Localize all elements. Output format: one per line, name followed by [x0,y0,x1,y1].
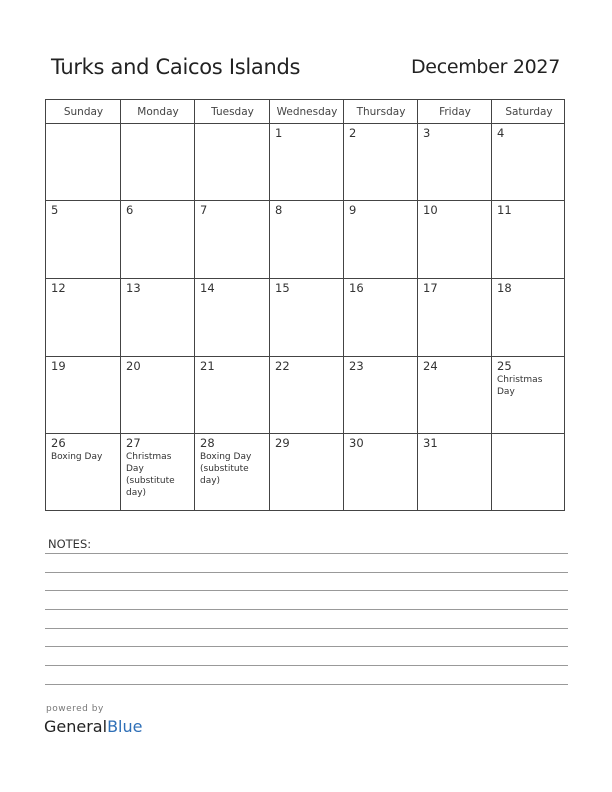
day-cell [195,201,270,279]
brand-blue: Blue [107,717,143,736]
day-number: 26 [51,436,66,450]
day-cell [344,357,418,434]
day-number: 9 [349,203,357,217]
country-title: Turks and Caicos Islands [51,55,301,79]
day-cell [418,124,492,201]
day-number: 29 [275,436,290,450]
day-cell [46,357,121,434]
day-number: 2 [349,126,357,140]
day-number: 4 [497,126,505,140]
day-number: 17 [423,281,438,295]
weekday-wednesday: Wednesday [276,106,338,118]
day-number: 7 [200,203,208,217]
day-number: 28 [200,436,215,450]
day-number: 12 [51,281,66,295]
day-number: 25 [497,359,512,373]
day-cell [492,124,566,201]
weekday-sunday: Sunday [63,106,104,118]
brand-logo [44,717,142,736]
day-number: 16 [349,281,364,295]
day-cell [46,434,121,512]
weekday-tuesday: Tuesday [211,106,254,118]
day-cell [121,357,195,434]
day-number: 8 [275,203,283,217]
day-cell [121,201,195,279]
day-cell [344,124,418,201]
day-number: 1 [275,126,283,140]
day-number: 6 [126,203,134,217]
day-number: 18 [497,281,512,295]
powered-by-label: powered by [46,704,104,714]
day-number: 31 [423,436,438,450]
day-cell [344,279,418,357]
day-cell [195,357,270,434]
notes-line [45,628,568,629]
notes-line [45,665,568,666]
day-cell [418,279,492,357]
day-cell [492,357,566,434]
day-number: 21 [200,359,215,373]
day-cell [492,201,566,279]
weekday-friday: Friday [439,106,471,118]
day-cell [121,434,195,512]
day-cell [195,434,270,512]
notes-label: NOTES: [48,537,92,551]
weekday-monday: Monday [137,106,179,118]
day-number: 13 [126,281,141,295]
day-cell [46,279,121,357]
notes-line [45,553,568,554]
day-number: 14 [200,281,215,295]
day-cell [195,279,270,357]
day-cell [270,124,344,201]
day-cell [418,201,492,279]
day-cell [270,357,344,434]
day-cell [270,434,344,512]
day-cell [195,124,270,201]
day-cell [418,434,492,512]
holiday-label: Boxing Day [51,452,103,462]
day-number: 30 [349,436,364,450]
day-number: 3 [423,126,431,140]
weekday-thursday: Thursday [356,106,406,118]
day-cell [492,279,566,357]
notes-line [45,590,568,591]
day-number: 24 [423,359,438,373]
day-number: 27 [126,436,141,450]
holiday-label: Christmas Day [497,375,543,397]
notes-line [45,572,568,573]
day-cell [46,124,121,201]
day-cell [121,124,195,201]
day-cell [344,434,418,512]
day-cell [270,279,344,357]
day-number: 23 [349,359,364,373]
weekday-saturday: Saturday [505,106,553,118]
day-cell [46,201,121,279]
weekday-header-row [46,100,564,124]
holiday-label: Boxing Day (substitute day) [200,452,252,486]
day-number: 5 [51,203,59,217]
day-number: 22 [275,359,290,373]
day-cell [492,434,566,512]
day-number: 20 [126,359,141,373]
day-number: 19 [51,359,66,373]
day-cell [418,357,492,434]
day-cell [344,201,418,279]
calendar-grid [45,99,565,511]
notes-line [45,684,568,685]
day-cell [270,201,344,279]
notes-line [45,609,568,610]
brand-general: General [44,717,108,736]
day-number: 15 [275,281,290,295]
month-title: December 2027 [410,56,560,78]
day-number: 10 [423,203,438,217]
day-number: 11 [497,203,512,217]
notes-line [45,646,568,647]
holiday-label: Christmas Day (substitute day) [126,452,175,498]
day-cell [121,279,195,357]
